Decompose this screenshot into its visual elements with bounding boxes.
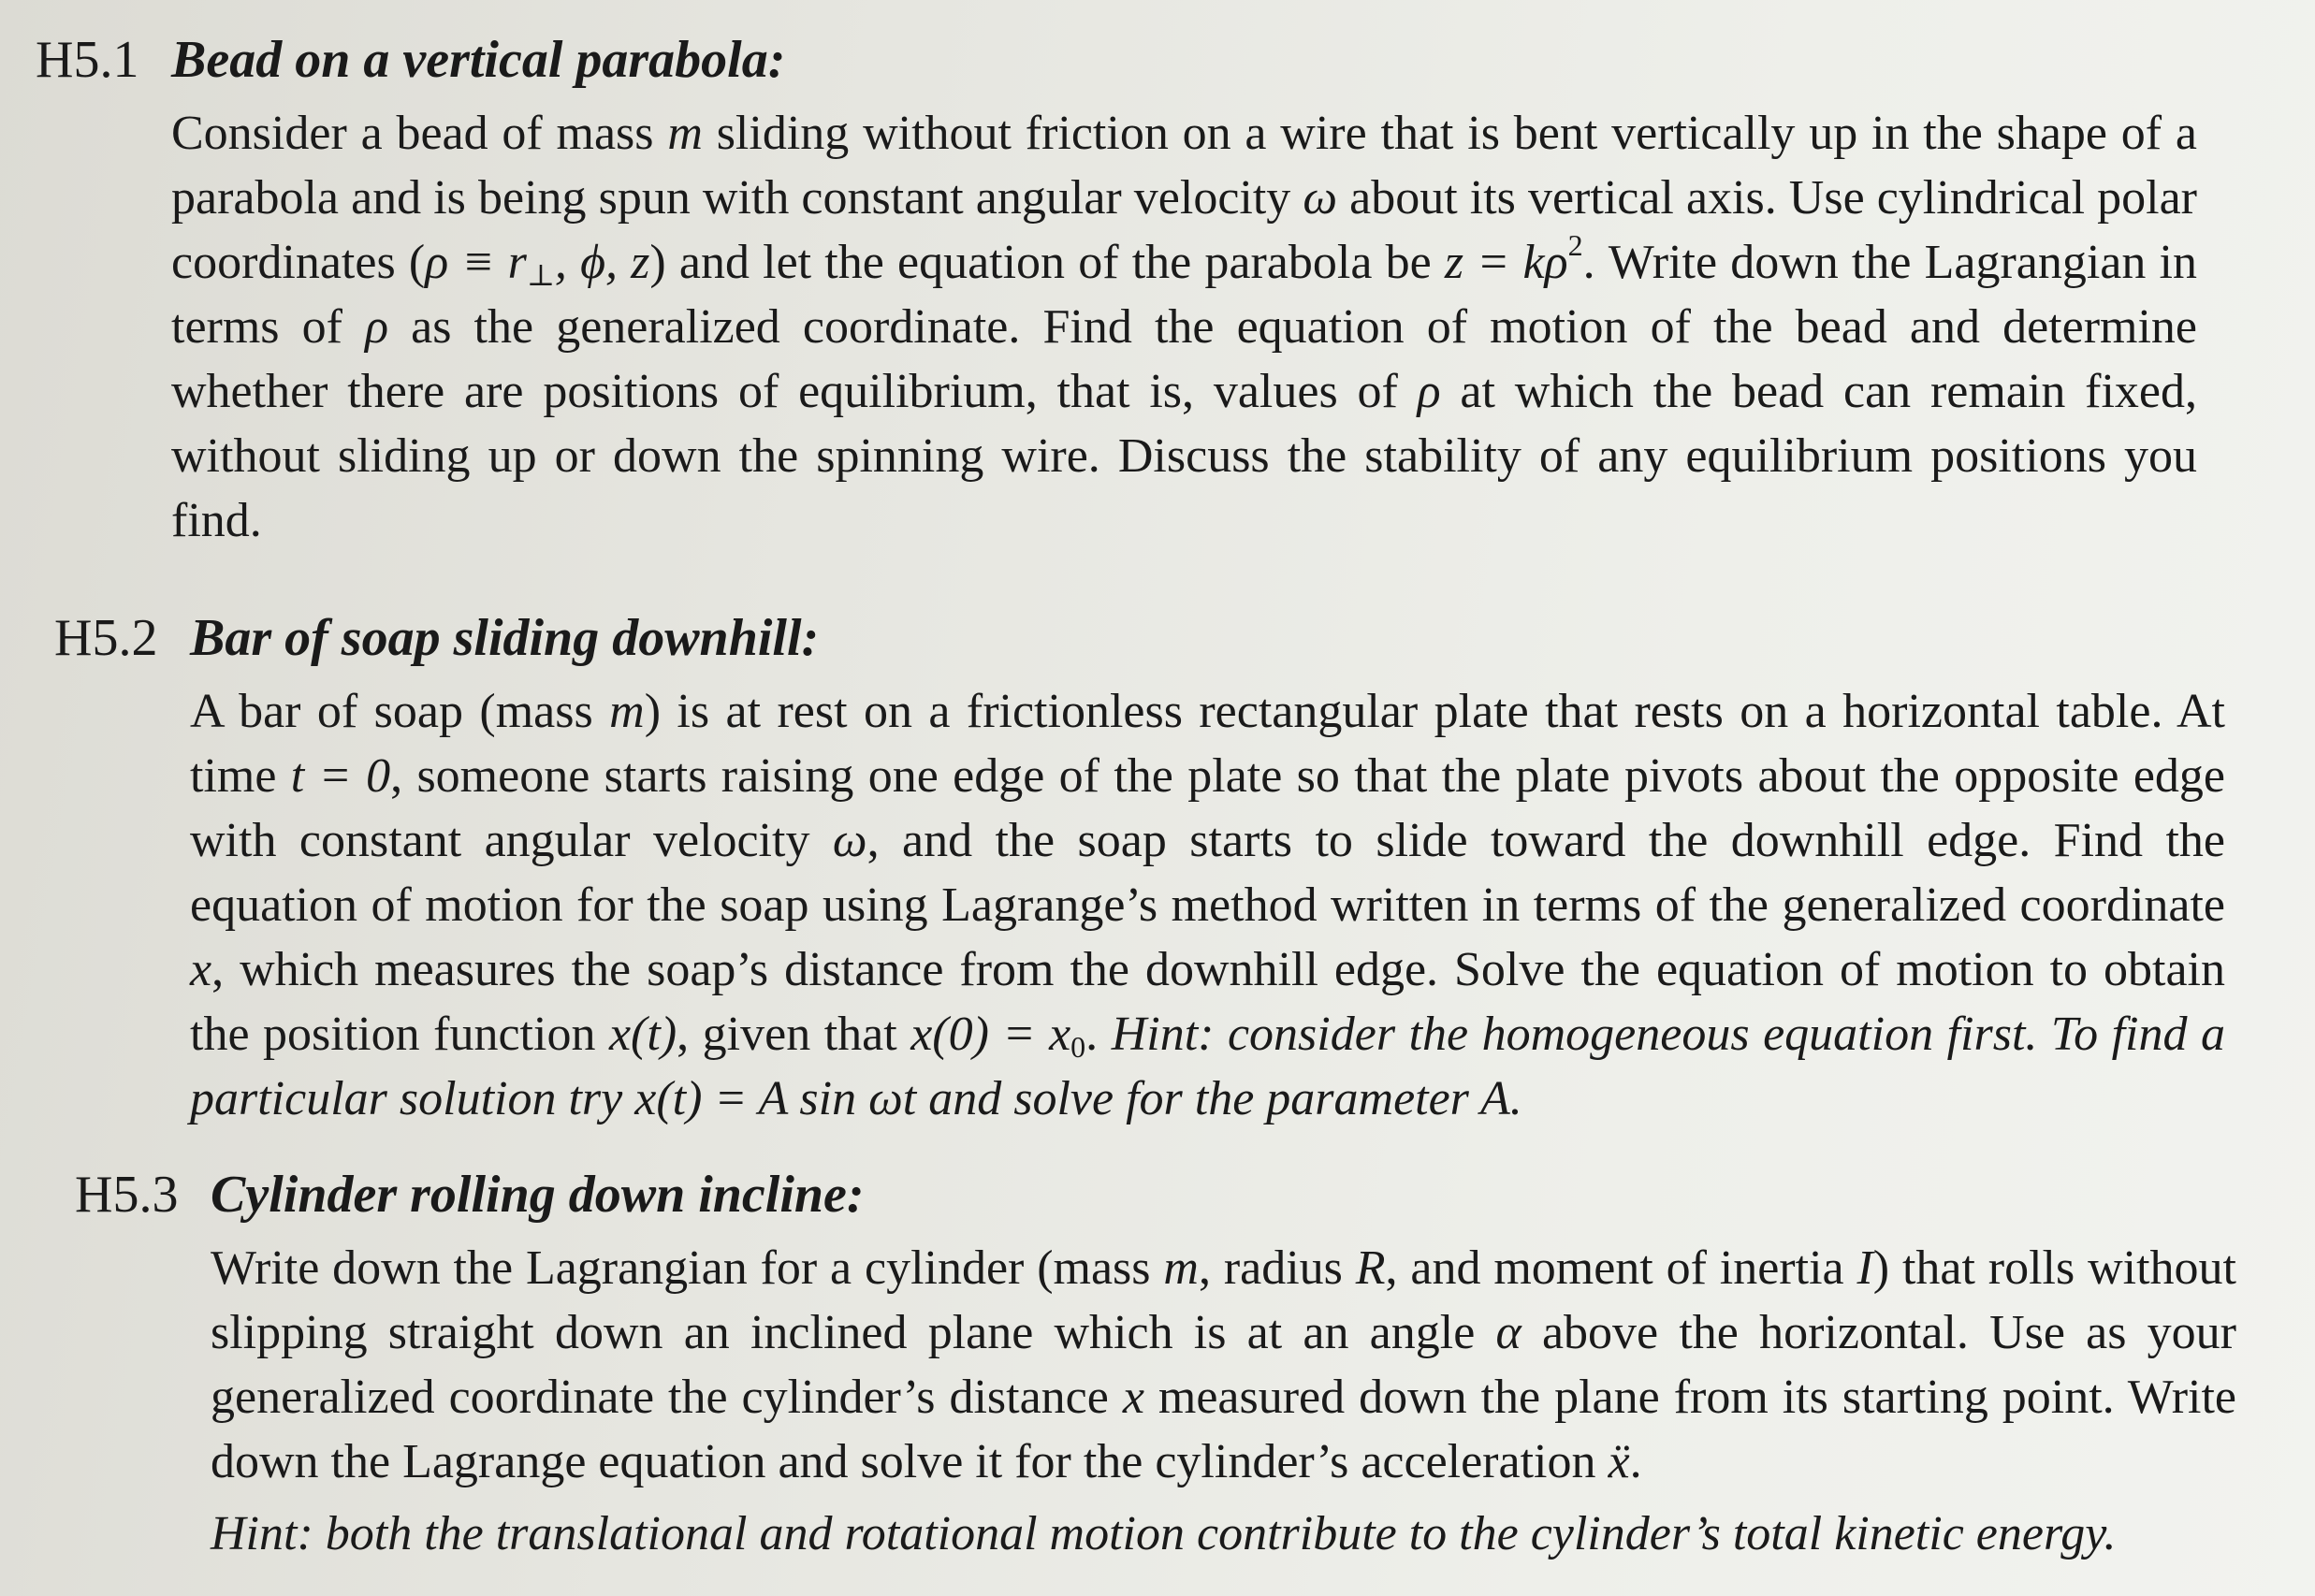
- problem-number: H5.2: [54, 609, 158, 667]
- problem-h5-1: [36, 30, 2216, 553]
- problem-text: Write down the Lagrangian for a cylinder (mass m, radius R, and moment of inertia I) that rolls without slipping straight down an inclined plane which is at an angle α above the horizontal. Use as your generalized coordinate the cylinder’s distance x measured down the plane from its starting point. Write down the Lagrange equation and solve it for the cylinder’s acceleration ẍ. Hint: both the translational and rotational motion contribute to the cylinder’s total kinetic energy.: [211, 1236, 2236, 1566]
- problem-title: Bar of soap sliding downhill:: [190, 609, 820, 667]
- hint-text: Hint: consider the homogeneous equation first. To find a particular solution try: [190, 1008, 2226, 1125]
- problem-header: [54, 608, 2235, 674]
- problem-title: Bead on a vertical parabola:: [171, 31, 786, 89]
- problem-text: A bar of soap (mass m) is at rest on a frictionless rectangular plate that rests on a horizontal table. At time t = 0, someone starts raising one edge of the plate so that the plate pivots about the opposite edge with constant angular velocity ω, and the soap starts to slide toward the downhill edge. Find the equation of motion for the soap using Lagrange’s method written in terms of the generalized coordinate x, which measures the soap’s distance from the downhill edge. Solve the equation of motion to obtain the position function x(t), given that $x(0) = x_0$. Hint: consider the homogeneous equation first. To find a particular solution try x(t) = A sin ωt and solve for the parameter A.: [190, 685, 2226, 1125]
- problem-header: [75, 1165, 2255, 1230]
- problem-text: Consider a bead of mass m sliding without friction on a wire that is bent vertically up in the shape of a parabola and is being spun with constant angular velocity ω about its vertical axis. Use cylindrical polar coordinates ($\rho \equiv r_\perp$, ϕ, z) and let the equation of the parabola be $z = k\rho^2$. Write down the Lagrangian in terms of ρ as the generalized coordinate. Find the equation of motion of the bead and determine whether there are positions of equilibrium, that is, values of ρ at which the bead can remain fixed, without sliding up or down the spinning wire. Discuss the stability of any equilibrium positions you find.: [171, 107, 2198, 547]
- problem-h5-3: [75, 1165, 2255, 1566]
- problem-title: Cylinder rolling down incline:: [211, 1166, 865, 1224]
- problem-number: H5.1: [36, 31, 139, 89]
- hint-text: Hint: both the translational and rotational motion contribute to the cylinder’s total kinetic energy.: [211, 1507, 2117, 1560]
- problem-header: [36, 30, 2216, 95]
- problem-number: H5.3: [75, 1166, 179, 1224]
- problem-h5-2: [54, 608, 2235, 1131]
